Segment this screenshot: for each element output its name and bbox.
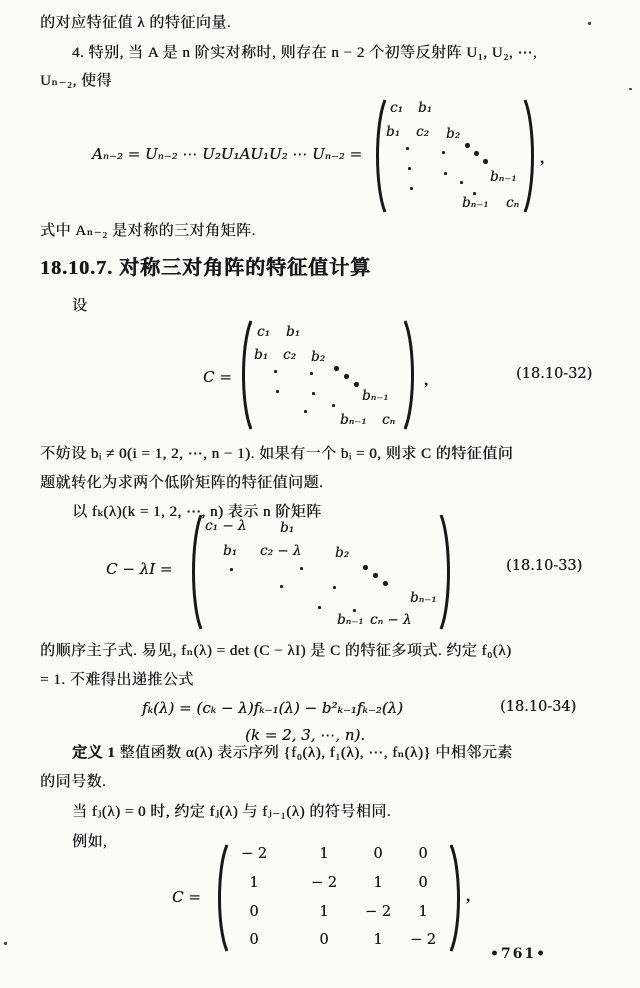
diagonal-ellipsis-dot <box>465 143 470 148</box>
matrix-entry: bₙ₋₁ <box>462 195 489 211</box>
equation-lhs: Aₙ₋₂ = Uₙ₋₂ ⋯ U₂U₁AU₁U₂ ⋯ Uₙ₋₂ = <box>92 145 363 163</box>
matrix-paren-right <box>438 512 454 632</box>
matrix-entry: c₁ − λ <box>205 518 247 534</box>
scan-speckle <box>4 942 7 945</box>
page-number: •761• <box>490 946 548 962</box>
matrix-entry: 0 <box>418 875 428 891</box>
matrix-entry: c₁ <box>390 100 403 116</box>
body-line: 4. 特别, 当 A 是 n 阶实对称时, 则存在 n − 2 个初等反射阵 U₁, U₂, ⋯, <box>72 45 538 61</box>
tridiagonal-matrix <box>372 97 540 215</box>
matrix-entry: 1 <box>373 932 383 948</box>
matrix-entry: 0 <box>249 904 259 920</box>
body-line: 设 <box>72 298 88 314</box>
diagonal-ellipsis-dot <box>333 586 336 589</box>
equation-lhs: C = <box>172 888 201 906</box>
definition-line <box>72 744 513 764</box>
matrix-entry: 0 <box>319 932 329 948</box>
matrix-entry: bₙ₋₁ <box>340 412 367 428</box>
scan-speckle <box>629 88 632 90</box>
diagonal-ellipsis-dot <box>276 390 279 393</box>
matrix-entry: b₁ <box>254 347 269 363</box>
diagonal-ellipsis-dot <box>300 567 303 570</box>
diagonal-ellipsis-dot <box>474 151 479 156</box>
matrix-entry: c₂ <box>416 124 429 140</box>
body-line: 题就转化为求两个低阶矩阵的特征值问题. <box>40 475 324 491</box>
matrix-entry: b₁ <box>418 100 433 116</box>
matrix-entry: b₁ <box>223 543 238 559</box>
matrix-entry: 1 <box>418 904 428 920</box>
equation-number: (18.10-33) <box>506 558 583 574</box>
diagonal-ellipsis-dot <box>383 581 388 586</box>
body-line: 的对应特征值 λ 的特征向量. <box>40 15 232 31</box>
diagonal-ellipsis-dot <box>230 568 233 571</box>
diagonal-ellipsis-dot <box>460 181 463 184</box>
matrix-paren-right <box>522 97 538 215</box>
equation-lhs: C − λI = <box>106 560 173 578</box>
diagonal-ellipsis-dot <box>363 565 368 570</box>
diagonal-ellipsis-dot <box>280 585 283 588</box>
tridiagonal-matrix <box>238 318 420 432</box>
equation-lhs: C = <box>203 368 232 386</box>
diagonal-ellipsis-dot <box>483 159 488 164</box>
equation-number: (18.10-34) <box>500 699 577 715</box>
matrix-paren-right <box>402 318 418 432</box>
section-heading: 18.10.7. 对称三对角阵的特征值计算 <box>40 257 371 279</box>
diagonal-ellipsis-dot <box>406 147 409 150</box>
body-line: 以 fₖ(λ)(k = 1, 2, ⋯, n) 表示 n 阶矩阵 <box>72 504 322 520</box>
matrix-entry: bₙ₋₁ <box>362 388 389 404</box>
matrix-entry: c₂ <box>283 347 296 363</box>
body-line: 式中 Aₙ₋₂ 是对称的三对角矩阵. <box>40 223 256 239</box>
equation-comma: , <box>424 370 429 389</box>
matrix-entry: b₁ <box>286 324 301 340</box>
diagonal-ellipsis-dot <box>444 172 447 175</box>
matrix-entry: cₙ − λ <box>370 612 412 628</box>
diagonal-ellipsis-dot <box>354 382 359 387</box>
recursion-condition: (k = 2, 3, ⋯, n). <box>245 726 366 744</box>
matrix-entry: b₁ <box>386 124 401 140</box>
matrix-entry: 1 <box>249 875 259 891</box>
matrix-entry: b₂ <box>335 545 350 561</box>
diagonal-ellipsis-dot <box>274 370 277 373</box>
matrix-entry: 1 <box>319 904 329 920</box>
recursion-formula: fₖ(λ) = (cₖ − λ)fₖ₋₁(λ) − b²ₖ₋₁fₖ₋₂(λ) <box>142 699 403 717</box>
matrix-paren-left <box>188 512 204 632</box>
matrix-entry: − 2 <box>311 875 337 891</box>
matrix-paren-left <box>214 842 230 954</box>
equation-comma: , <box>540 148 545 167</box>
diagonal-ellipsis-dot <box>312 392 315 395</box>
tridiagonal-matrix <box>188 512 456 632</box>
definition-label: 定义 1 <box>72 745 116 761</box>
matrix-paren-left <box>372 97 388 215</box>
matrix-entry: 1 <box>373 875 383 891</box>
matrix-entry: − 2 <box>365 904 391 920</box>
matrix-entry: b₂ <box>311 349 326 365</box>
scan-speckle <box>588 22 591 25</box>
body-line: 当 fⱼ(λ) = 0 时, 约定 fⱼ(λ) 与 fⱼ₋₁(λ) 的符号相同. <box>72 804 392 820</box>
definition-text: 整值函数 α(λ) 表示序列 {f₀(λ), f₁(λ), ⋯, fₙ(λ)} 中相邻元素 <box>115 745 513 761</box>
matrix-entry: 1 <box>319 846 329 862</box>
equation-comma: , <box>466 886 471 905</box>
matrix-entry: c₂ − λ <box>260 543 302 559</box>
matrix-entry: bₙ₋₁ <box>490 169 517 185</box>
diagonal-ellipsis-dot <box>344 374 349 379</box>
body-line: 的同号数. <box>40 774 107 790</box>
diagonal-ellipsis-dot <box>334 366 339 371</box>
matrix-entry: 0 <box>373 846 383 862</box>
body-line: Uₙ₋₂, 使得 <box>40 73 112 89</box>
body-line: 不妨设 bᵢ ≠ 0(i = 1, 2, ⋯, n − 1). 如果有一个 bᵢ = 0, 则求 C 的特征值问 <box>40 446 514 462</box>
matrix-entry: − 2 <box>241 846 267 862</box>
diagonal-ellipsis-dot <box>408 167 411 170</box>
diagonal-ellipsis-dot <box>332 404 335 407</box>
matrix-entry: bₙ₋₁ <box>410 590 437 606</box>
matrix-entry: − 2 <box>410 932 436 948</box>
diagonal-ellipsis-dot <box>410 187 413 190</box>
body-line: 的顺序主子式. 易见, fₙ(λ) = det (C − λI) 是 C 的特征多项式. 约定 f₀(λ) <box>40 643 512 659</box>
diagonal-ellipsis-dot <box>373 573 378 578</box>
example-matrix <box>214 842 464 954</box>
diagonal-ellipsis-dot <box>318 606 321 609</box>
matrix-entry: 0 <box>249 932 259 948</box>
body-line: = 1. 不难得出递推公式 <box>40 672 194 688</box>
matrix-entry: cₙ <box>382 412 396 428</box>
matrix-entry: b₁ <box>280 520 295 536</box>
matrix-paren-right <box>448 842 464 954</box>
equation-number: (18.10-32) <box>516 366 593 382</box>
body-line: 例如, <box>72 834 108 850</box>
matrix-entry: bₙ₋₁ <box>337 612 364 628</box>
matrix-entry: 0 <box>418 846 428 862</box>
diagonal-ellipsis-dot <box>310 372 313 375</box>
matrix-entry: b₂ <box>446 126 461 142</box>
diagonal-ellipsis-dot <box>442 151 445 154</box>
matrix-entry: c₁ <box>257 324 270 340</box>
matrix-paren-left <box>238 318 254 432</box>
diagonal-ellipsis-dot <box>304 410 307 413</box>
matrix-entry: cₙ <box>506 195 520 211</box>
